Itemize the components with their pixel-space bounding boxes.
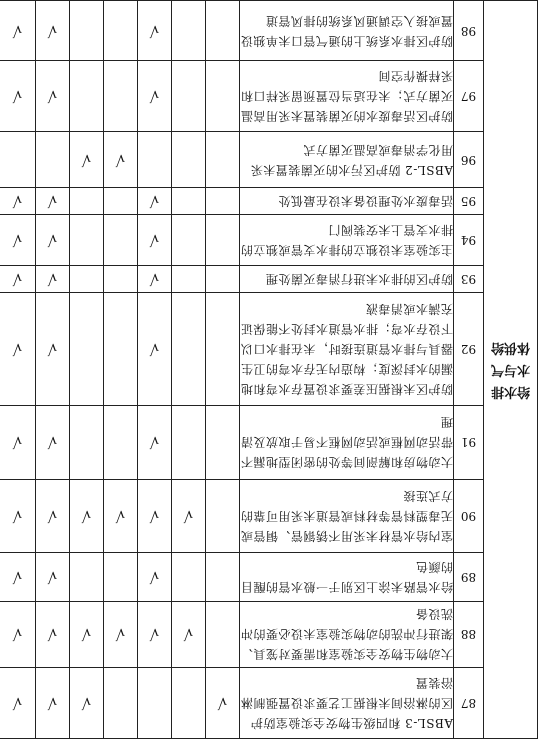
check-cell bbox=[0, 1, 36, 61]
check-mark-icon: √ bbox=[217, 693, 228, 712]
table-row bbox=[0, 215, 538, 266]
check-cell bbox=[70, 479, 104, 552]
check-mark-icon: √ bbox=[12, 433, 23, 452]
check-cell bbox=[0, 188, 36, 215]
check-cell bbox=[138, 265, 172, 292]
check-mark-icon: √ bbox=[47, 21, 58, 40]
check-cell bbox=[36, 479, 70, 552]
check-mark-icon: √ bbox=[12, 87, 23, 106]
table-row bbox=[0, 479, 538, 552]
check-mark-icon: √ bbox=[149, 21, 160, 40]
table-row bbox=[0, 292, 538, 406]
check-mark-icon: √ bbox=[149, 192, 160, 211]
item-number: 97 bbox=[454, 61, 484, 132]
check-cell bbox=[206, 601, 240, 667]
check-cell bbox=[70, 215, 104, 266]
check-cell bbox=[36, 292, 70, 406]
check-cell bbox=[36, 132, 70, 188]
check-cell bbox=[36, 61, 70, 132]
check-cell bbox=[206, 1, 240, 61]
check-cell bbox=[206, 479, 240, 552]
requirement-text: 大动物生物安全实验室和需要对笼具、架进行冲洗的动物实验室未设必要的冲洗设备 bbox=[240, 601, 454, 667]
item-number: 93 bbox=[454, 265, 484, 292]
table-row bbox=[0, 601, 538, 667]
check-mark-icon: √ bbox=[149, 269, 160, 288]
check-cell bbox=[70, 292, 104, 406]
check-cell bbox=[0, 61, 36, 132]
check-cell bbox=[36, 406, 70, 479]
check-mark-icon: √ bbox=[47, 230, 58, 249]
check-cell bbox=[172, 265, 206, 292]
check-mark-icon: √ bbox=[12, 506, 23, 525]
check-cell bbox=[104, 132, 138, 188]
check-cell bbox=[172, 215, 206, 266]
check-cell bbox=[206, 188, 240, 215]
check-mark-icon: √ bbox=[149, 230, 160, 249]
check-cell bbox=[70, 61, 104, 132]
check-mark-icon: √ bbox=[47, 433, 58, 452]
check-mark-icon: √ bbox=[12, 192, 23, 211]
check-cell bbox=[36, 552, 70, 601]
item-number: 94 bbox=[454, 215, 484, 266]
check-cell bbox=[172, 552, 206, 601]
table-row bbox=[0, 61, 538, 132]
table-row bbox=[0, 188, 538, 215]
check-cell bbox=[138, 552, 172, 601]
requirement-text: ABSL-2 防护区污水的灭菌装置未采用化学消毒或高温灭菌方式 bbox=[240, 132, 454, 188]
check-cell bbox=[172, 406, 206, 479]
check-mark-icon: √ bbox=[183, 625, 194, 644]
checklist-body bbox=[0, 1, 538, 739]
check-mark-icon: √ bbox=[149, 87, 160, 106]
requirement-text: 防护区未根据压差要求设置存水弯和地漏的水封深度；构造内无存水弯的卫生器具与排水管道连接时，未在排水口以下设存水弯；排水管道水封处不能保证充满水或消毒液 bbox=[240, 292, 454, 406]
item-number: 88 bbox=[454, 601, 484, 667]
table-row bbox=[0, 265, 538, 292]
requirement-text: ABSL-3 和四级生物安全实验室防护区的淋浴间未根据工艺要求设置强制淋浴装置 bbox=[240, 667, 454, 738]
check-cell bbox=[172, 188, 206, 215]
check-cell bbox=[0, 479, 36, 552]
check-mark-icon: √ bbox=[81, 150, 92, 169]
check-cell bbox=[206, 292, 240, 406]
check-mark-icon: √ bbox=[47, 87, 58, 106]
check-mark-icon: √ bbox=[81, 693, 92, 712]
check-cell bbox=[104, 215, 138, 266]
requirement-text: 防护区的排水未进行消毒灭菌处理 bbox=[240, 265, 454, 292]
check-cell bbox=[138, 479, 172, 552]
check-cell bbox=[138, 61, 172, 132]
category-cell: 给水排 水与气 体供给 bbox=[484, 1, 538, 739]
item-number: 89 bbox=[454, 552, 484, 601]
check-cell bbox=[104, 61, 138, 132]
check-cell bbox=[104, 601, 138, 667]
check-mark-icon: √ bbox=[12, 339, 23, 358]
check-mark-icon: √ bbox=[149, 625, 160, 644]
check-cell bbox=[206, 667, 240, 738]
check-mark-icon: √ bbox=[149, 567, 160, 586]
check-cell bbox=[206, 552, 240, 601]
table-row bbox=[0, 667, 538, 738]
check-mark-icon: √ bbox=[47, 192, 58, 211]
item-number: 98 bbox=[454, 1, 484, 61]
table-row bbox=[0, 1, 538, 61]
check-mark-icon: √ bbox=[115, 506, 126, 525]
check-mark-icon: √ bbox=[149, 506, 160, 525]
check-mark-icon: √ bbox=[81, 506, 92, 525]
requirement-text: 大动物房和解剖间等处的密闭型地漏不带活动网框或活动网框不易于取放及清理 bbox=[240, 406, 454, 479]
check-mark-icon: √ bbox=[183, 506, 194, 525]
check-mark-icon: √ bbox=[12, 625, 23, 644]
check-mark-icon: √ bbox=[47, 339, 58, 358]
check-cell bbox=[0, 667, 36, 738]
check-cell bbox=[70, 1, 104, 61]
check-mark-icon: √ bbox=[149, 339, 160, 358]
check-cell bbox=[0, 132, 36, 188]
requirement-text: 防护区排水系统上的通气管口未单独设置或接入空调通风系统的排风管道 bbox=[240, 1, 454, 61]
check-cell bbox=[138, 1, 172, 61]
check-mark-icon: √ bbox=[12, 693, 23, 712]
table-row bbox=[0, 406, 538, 479]
requirement-text: 室内给水管材未采用不锈钢管、铜管或无毒塑料管等材料或管道未采用可靠的方式连接 bbox=[240, 479, 454, 552]
item-number: 87 bbox=[454, 667, 484, 738]
check-cell bbox=[70, 601, 104, 667]
check-cell bbox=[172, 132, 206, 188]
item-number: 90 bbox=[454, 479, 484, 552]
check-mark-icon: √ bbox=[47, 625, 58, 644]
check-cell bbox=[172, 479, 206, 552]
check-cell bbox=[70, 552, 104, 601]
check-mark-icon: √ bbox=[81, 625, 92, 644]
check-cell bbox=[138, 188, 172, 215]
check-mark-icon: √ bbox=[47, 269, 58, 288]
check-cell bbox=[36, 601, 70, 667]
item-number: 92 bbox=[454, 292, 484, 406]
check-cell bbox=[138, 601, 172, 667]
requirement-text: 给水管路未涂上区别于一般水管的醒目的颜色 bbox=[240, 552, 454, 601]
check-cell bbox=[172, 61, 206, 132]
check-cell bbox=[172, 601, 206, 667]
requirement-text: 活毒废水处理设备未设在最低处 bbox=[240, 188, 454, 215]
check-cell bbox=[36, 215, 70, 266]
check-cell bbox=[104, 479, 138, 552]
check-cell bbox=[70, 265, 104, 292]
check-cell bbox=[206, 215, 240, 266]
check-cell bbox=[172, 1, 206, 61]
check-cell bbox=[138, 292, 172, 406]
check-cell bbox=[36, 1, 70, 61]
check-cell bbox=[70, 188, 104, 215]
check-mark-icon: √ bbox=[47, 506, 58, 525]
check-cell bbox=[104, 292, 138, 406]
check-mark-icon: √ bbox=[149, 433, 160, 452]
check-cell bbox=[36, 667, 70, 738]
check-cell bbox=[206, 406, 240, 479]
check-mark-icon: √ bbox=[12, 269, 23, 288]
check-mark-icon: √ bbox=[115, 150, 126, 169]
check-mark-icon: √ bbox=[12, 567, 23, 586]
check-cell bbox=[36, 265, 70, 292]
check-mark-icon: √ bbox=[47, 693, 58, 712]
check-cell bbox=[0, 292, 36, 406]
table-row bbox=[0, 132, 538, 188]
check-cell bbox=[104, 406, 138, 479]
check-cell bbox=[0, 601, 36, 667]
requirement-text: 防护区活毒废水的灭菌装置未采用高温灭菌方式；未在适当位置预留采样口和采样操作空间 bbox=[240, 61, 454, 132]
check-cell bbox=[138, 406, 172, 479]
check-cell bbox=[138, 215, 172, 266]
item-number: 91 bbox=[454, 406, 484, 479]
check-cell bbox=[104, 265, 138, 292]
check-cell bbox=[0, 552, 36, 601]
check-cell bbox=[36, 188, 70, 215]
check-cell bbox=[104, 552, 138, 601]
check-mark-icon: √ bbox=[47, 567, 58, 586]
check-cell bbox=[0, 265, 36, 292]
check-cell bbox=[104, 188, 138, 215]
table-row bbox=[0, 552, 538, 601]
check-cell bbox=[70, 132, 104, 188]
check-cell bbox=[206, 265, 240, 292]
check-cell bbox=[0, 215, 36, 266]
check-cell bbox=[0, 406, 36, 479]
check-cell bbox=[138, 667, 172, 738]
check-cell bbox=[172, 292, 206, 406]
check-cell bbox=[172, 667, 206, 738]
check-mark-icon: √ bbox=[12, 21, 23, 40]
check-cell bbox=[206, 132, 240, 188]
item-number: 95 bbox=[454, 188, 484, 215]
check-cell bbox=[206, 61, 240, 132]
check-cell bbox=[138, 132, 172, 188]
check-cell bbox=[70, 406, 104, 479]
requirement-text: 主实验室未设独立的排水支管或独立的排水支管上未安装阀门 bbox=[240, 215, 454, 266]
check-cell bbox=[70, 667, 104, 738]
item-number: 96 bbox=[454, 132, 484, 188]
check-mark-icon: √ bbox=[12, 230, 23, 249]
check-cell bbox=[104, 1, 138, 61]
check-mark-icon: √ bbox=[115, 625, 126, 644]
check-cell bbox=[104, 667, 138, 738]
